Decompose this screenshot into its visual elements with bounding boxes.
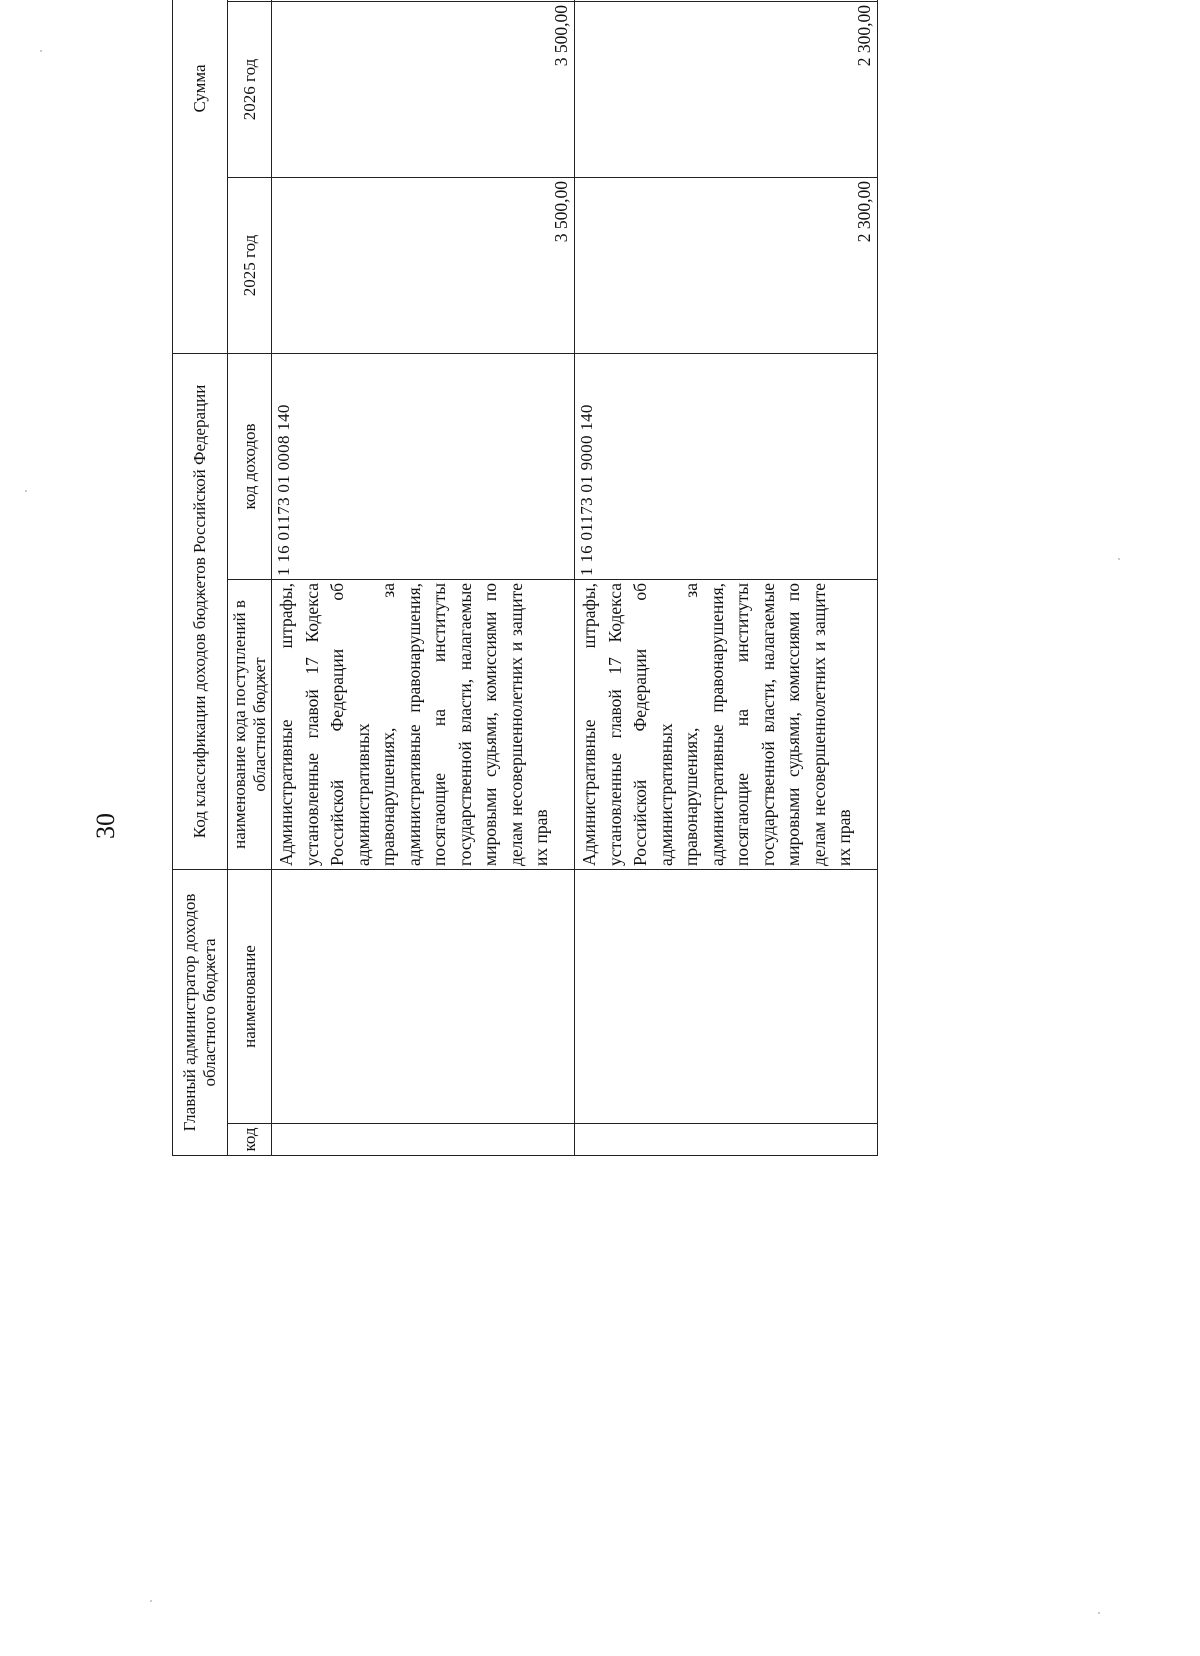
scan-speck — [150, 1600, 152, 1602]
col-2026-header: 2026 год — [228, 1, 272, 177]
admin-name-cell — [272, 870, 575, 1124]
col-income-code-header: код доходов — [228, 353, 272, 579]
income-classification-table — [172, 0, 878, 1156]
amount-2025-cell: 3 500,00 — [272, 177, 575, 353]
amount-2026-cell: 2 300,00 — [575, 1, 878, 177]
scan-speck — [1118, 558, 1120, 560]
scan-speck — [25, 490, 27, 492]
col-2027-header — [228, 0, 272, 1]
scan-speck — [1098, 1612, 1100, 1614]
admin-code-cell — [272, 1124, 575, 1156]
income-code-cell: 1 16 01173 01 9000 140 — [575, 353, 878, 579]
sum-group-header: Сумма — [173, 0, 228, 353]
admin-code-cell — [575, 1124, 878, 1156]
rotated-table-wrapper — [172, 4, 882, 1156]
amount-2026-cell: 3 500,00 — [272, 1, 575, 177]
col-name-header: наименование — [228, 870, 272, 1124]
amount-2025-cell: 2 300,00 — [575, 177, 878, 353]
col-income-name-header: наименование кода поступлений в областной бюджет — [228, 580, 272, 870]
table-row — [272, 0, 575, 1156]
admin-name-cell — [575, 870, 878, 1124]
amount-2027-cell — [272, 0, 575, 1]
classification-group-header: Код классификации доходов бюджетов Российской Федерации — [173, 353, 228, 869]
page-number: 30 — [91, 813, 120, 839]
col-2025-header: 2025 год — [228, 177, 272, 353]
income-name-cell: Административные штрафы, установленные главой 17 Кодекса Российской Федерации об административных правонарушениях, за административные правонарушения, посягающие на институты государственной власти, налагаемые мировыми судьями, комиссиями по делам несовершеннолетних и защите их прав — [272, 580, 575, 870]
income-name-cell: Административные штрафы, установленные главой 17 Кодекса Российской Федерации об административных правонарушениях, за административные правонарушения, посягающие на институты государственной власти, налагаемые мировыми судьями, комиссиями по делам несовершеннолетних и защите их прав — [575, 580, 878, 870]
col-code-header: код — [228, 1124, 272, 1156]
table-row — [575, 0, 878, 1156]
scan-speck — [40, 50, 42, 52]
income-code-cell: 1 16 01173 01 0008 140 — [272, 353, 575, 579]
amount-2027-cell — [575, 0, 878, 1]
admin-group-header: Главный администратор доходов областного бюджета — [173, 870, 228, 1156]
